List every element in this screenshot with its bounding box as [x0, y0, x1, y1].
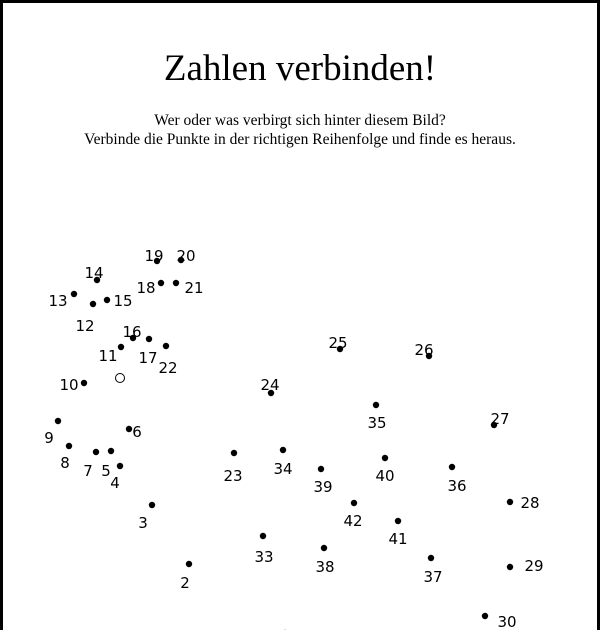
dot-number: 11: [98, 347, 118, 365]
dot-number: 17: [138, 349, 158, 367]
start-marker: [116, 374, 125, 383]
puzzle-dot-33: [254, 533, 273, 566]
dot-marker: [280, 447, 286, 453]
puzzle-dot-7: [83, 449, 99, 480]
puzzle-dot-3: [138, 502, 155, 532]
puzzle-dot-34: [273, 447, 292, 478]
dot-marker: [260, 533, 266, 539]
instruction-line-2: Verbinde die Punkte in der richtigen Reihenfolge und finde es heraus.: [84, 131, 516, 148]
dot-marker: [118, 344, 124, 350]
puzzle-dot-2: [180, 561, 192, 592]
puzzle-dot-30: [482, 613, 517, 630]
dot-marker: [449, 464, 455, 470]
dot-number: 15: [113, 292, 133, 310]
dot-number: 41: [388, 530, 408, 548]
puzzle-dot-26: [414, 341, 433, 359]
puzzle-dot-4: [110, 463, 123, 492]
dot-marker: [507, 564, 513, 570]
dot-number: 7: [83, 462, 93, 480]
dot-number: 9: [44, 429, 54, 447]
puzzle-dot-19: [144, 247, 163, 265]
dot-number: 33: [254, 548, 274, 566]
dot-number: 37: [423, 568, 443, 586]
dot-marker: [231, 450, 237, 456]
dot-number: 4: [110, 474, 120, 492]
dot-marker: [321, 545, 327, 551]
dot-marker: [158, 280, 164, 286]
dot-number: 14: [84, 264, 104, 282]
dot-marker: [186, 561, 192, 567]
puzzle-dot-11: [98, 344, 124, 365]
dot-number: 5: [101, 462, 111, 480]
dot-marker: [482, 613, 488, 619]
puzzle-dot-20: [176, 247, 195, 265]
dot-number: 3: [138, 514, 148, 532]
dot-number: 29: [524, 557, 544, 575]
puzzle-dot-13: [48, 291, 77, 310]
dot-to-dot-puzzle: [3, 3, 597, 630]
puzzle-dot-40: [375, 455, 394, 485]
dot-marker: [117, 463, 123, 469]
dot-number: 24: [260, 376, 280, 394]
dot-number: 42: [343, 512, 363, 530]
dot-marker: [395, 518, 401, 524]
dot-marker: [146, 336, 152, 342]
dot-marker: [382, 455, 388, 461]
dot-number: 6: [132, 423, 142, 441]
dot-number: 20: [176, 247, 196, 265]
puzzle-dot-6: [126, 423, 142, 441]
puzzle-dot-25: [328, 334, 347, 352]
instruction-line-1: Wer oder was verbirgt sich hinter diesem Bild?: [154, 112, 446, 129]
dot-marker: [173, 280, 179, 286]
puzzle-dot-27: [490, 410, 509, 428]
dot-number: 2: [180, 574, 190, 592]
puzzle-dot-39: [313, 466, 332, 496]
puzzle-dot-9: [44, 418, 61, 447]
dot-number: 18: [136, 279, 156, 297]
puzzle-dot-21: [173, 279, 204, 297]
dot-number: 34: [273, 460, 293, 478]
puzzle-dot-42: [343, 500, 362, 530]
worksheet-title: Zahlen verbinden!: [163, 48, 437, 89]
dot-marker: [507, 499, 513, 505]
dot-number: 26: [414, 341, 434, 359]
dot-number: 27: [490, 410, 510, 428]
dot-number: 40: [375, 467, 395, 485]
puzzle-dot-36: [447, 464, 466, 495]
puzzle-dot-22: [158, 343, 177, 377]
dot-number: 35: [367, 414, 387, 432]
dot-marker: [81, 380, 87, 386]
dot-number: 10: [59, 376, 79, 394]
puzzle-dot-29: [507, 557, 544, 575]
dot-marker: [149, 502, 155, 508]
puzzle-dot-38: [315, 545, 334, 576]
dot-marker: [373, 402, 379, 408]
puzzle-dot-18: [136, 279, 164, 297]
dot-number: 8: [60, 454, 70, 472]
dot-number: 25: [328, 334, 348, 352]
puzzle-dot-24: [260, 376, 279, 396]
dot-marker: [104, 297, 110, 303]
dot-number: 38: [315, 558, 335, 576]
dot-marker: [71, 291, 77, 297]
dot-marker: [428, 555, 434, 561]
dot-marker: [55, 418, 61, 424]
puzzle-dot-15: [104, 292, 133, 310]
puzzle-dot-41: [388, 518, 407, 548]
dot-number: 22: [158, 359, 178, 377]
dot-number: 23: [223, 467, 243, 485]
dot-marker: [163, 343, 169, 349]
dot-marker: [66, 443, 72, 449]
dot-marker: [351, 500, 357, 506]
dot-number: 21: [184, 279, 204, 297]
dot-number: 36: [447, 477, 467, 495]
puzzle-dot-35: [367, 402, 386, 432]
puzzle-dot-14: [84, 264, 103, 283]
puzzle-dot-12: [75, 301, 96, 335]
dot-number: 28: [520, 494, 540, 512]
puzzle-dot-16: [122, 323, 141, 341]
dot-number: 39: [313, 478, 333, 496]
puzzle-dot-8: [60, 443, 72, 472]
dot-marker: [93, 449, 99, 455]
dot-marker: [90, 301, 96, 307]
dot-number: 16: [122, 323, 142, 341]
dot-marker: [108, 448, 114, 454]
puzzle-dot-23: [223, 450, 242, 485]
puzzle-dot-28: [507, 494, 540, 512]
puzzle-dot-10: [59, 376, 87, 394]
dot-number: 12: [75, 317, 95, 335]
dot-number: 13: [48, 292, 68, 310]
puzzle-dot-37: [423, 555, 442, 586]
dot-marker: [318, 466, 324, 472]
dot-number: 19: [144, 247, 164, 265]
dot-number: 30: [497, 613, 517, 630]
